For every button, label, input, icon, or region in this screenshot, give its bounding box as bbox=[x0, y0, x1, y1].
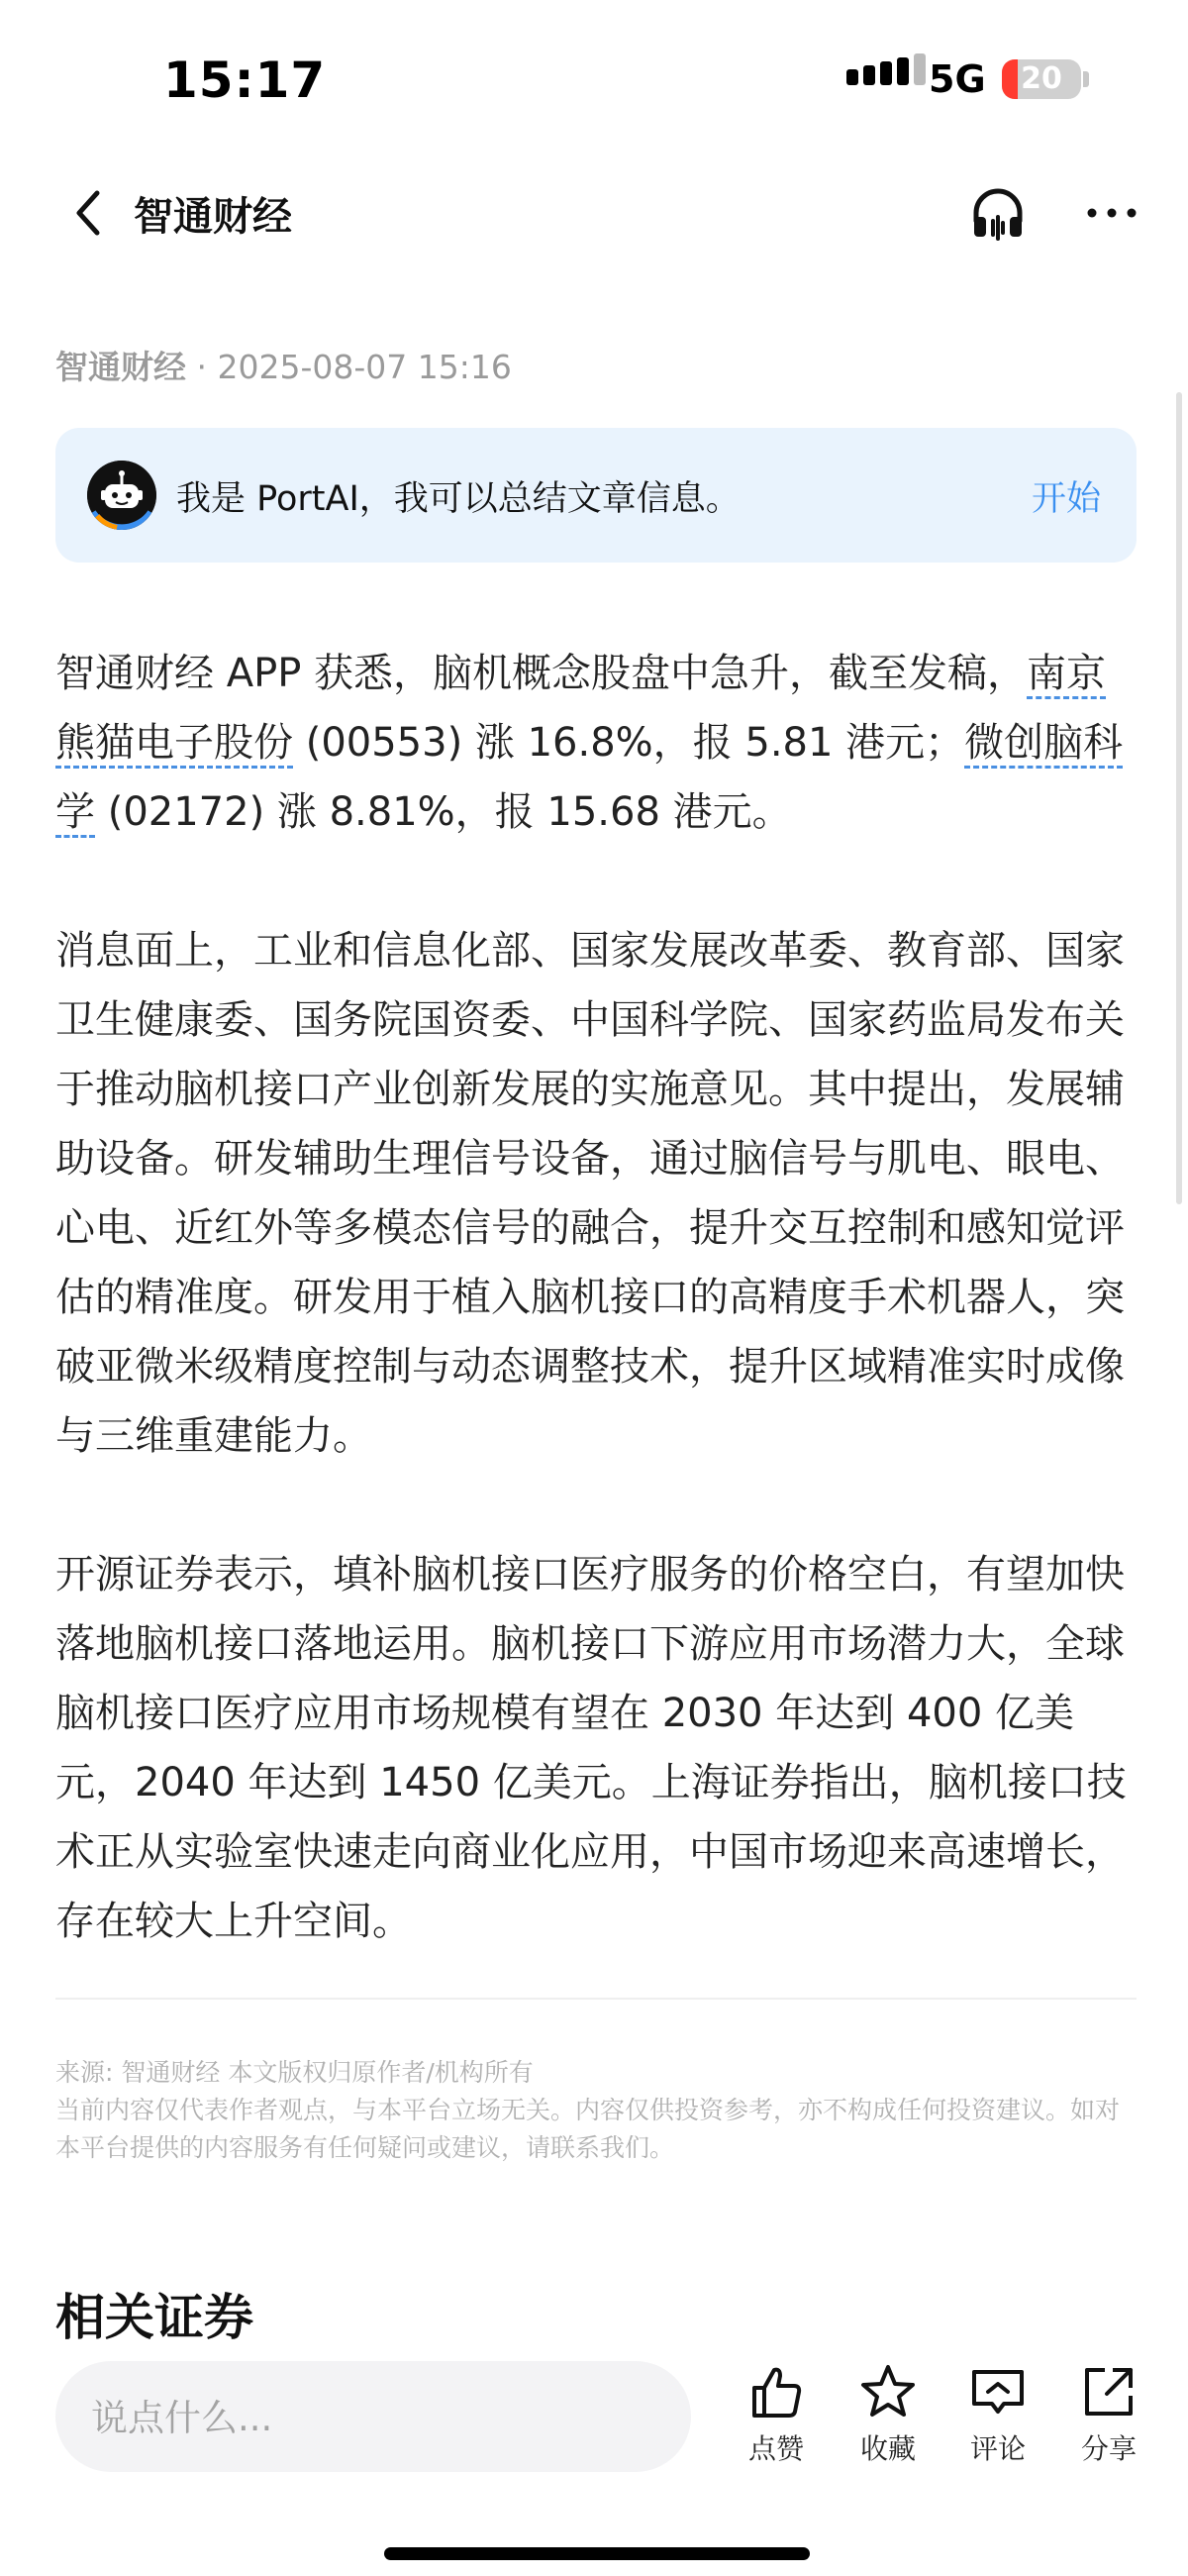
ai-start-button[interactable]: 开始 bbox=[1031, 479, 1101, 519]
comment-button[interactable] bbox=[958, 2362, 1038, 2467]
article-paragraph bbox=[55, 639, 1135, 847]
stock-link[interactable]: 南京熊猫电子股份 bbox=[55, 651, 1106, 769]
article-source[interactable]: 智通财经 bbox=[55, 348, 186, 386]
comment-field[interactable] bbox=[89, 2361, 667, 2474]
like-label: 点赞 bbox=[747, 2432, 804, 2465]
comment-label: 评论 bbox=[969, 2432, 1026, 2465]
article-paragraph: 消息面上，工业和信息化部、国家发展改革委、教育部、国家卫生健康委、国务院国资委、中国科学院、国家药监局发布关于推动脑机接口产业创新发展的实施意见。其中提出，发展辅助设备。研发辅助生理信号设备，通过脑信号与肌电、眼电、心电、近红外等多模态信号的融合，提升交互控制和感知觉评估的精准度。研发用于植入脑机接口的高精度手术机器人，突破亚微米级精度控制与动态调整技术，提升区域精准实时成像与三维重建能力。 bbox=[55, 928, 1125, 1459]
favorite-button[interactable] bbox=[848, 2362, 928, 2467]
star-icon bbox=[858, 2362, 918, 2421]
like-button[interactable] bbox=[737, 2362, 816, 2467]
stock-link[interactable]: 微创脑科学 bbox=[55, 720, 1123, 838]
robot-icon bbox=[87, 461, 156, 530]
network-type: 5G bbox=[929, 57, 986, 101]
favorite-label: 收藏 bbox=[859, 2432, 916, 2465]
battery-tip bbox=[1083, 71, 1089, 87]
article-paragraph: 开源证券表示，填补脑机接口医疗服务的价格空白，有望加快落地脑机接口落地运用。脑机接口下游应用市场潜力大，全球脑机接口医疗应用市场规模有望在 2030 年达到 400 亿美元，2040 年达到 1450 亿美元。上海证券指出，脑机接口技术正从实验室快速走向商业化应用，中国市场迎来高速增长，存在较大上升空间。 bbox=[55, 1552, 1127, 1944]
share-button[interactable] bbox=[1069, 2362, 1148, 2467]
chevron-left-icon[interactable] bbox=[61, 183, 121, 243]
thumbs-up-icon bbox=[746, 2362, 806, 2421]
home-indicator bbox=[384, 2547, 810, 2560]
paragraph-text: 智通财经 APP 获悉，脑机概念股盘中急升，截至发稿， bbox=[55, 651, 1028, 696]
nav-bar bbox=[0, 158, 1188, 267]
battery-level: 20 bbox=[1021, 61, 1062, 96]
ai-banner-text: 我是 PortAI，我可以总结文章信息。 bbox=[176, 479, 741, 519]
article-body bbox=[55, 639, 1135, 2025]
divider bbox=[55, 1998, 1137, 2000]
share-icon bbox=[1079, 2362, 1138, 2421]
paragraph-text: (02172) 涨 8.81%，报 15.68 港元。 bbox=[95, 789, 792, 835]
related-securities-title: 相关证券 bbox=[55, 2289, 253, 2346]
share-label: 分享 bbox=[1080, 2432, 1137, 2465]
disclaimer bbox=[55, 2054, 1125, 2167]
disclaimer-source: 来源: 智通财经 本文版权归原作者/机构所有 bbox=[55, 2058, 534, 2087]
status-bar bbox=[0, 0, 1188, 149]
disclaimer-text: 当前内容仅代表作者观点，与本平台立场无关。内容仅供投资参考，亦不构成任何投资建议。如对本平台提供的内容服务有任何疑问或建议，请联系我们。 bbox=[55, 2096, 1121, 2162]
battery-icon bbox=[1002, 59, 1081, 99]
comment-icon bbox=[968, 2362, 1028, 2421]
article-meta bbox=[55, 342, 512, 388]
article-datetime: · 2025-08-07 15:16 bbox=[196, 348, 512, 386]
more-icon[interactable] bbox=[1082, 183, 1141, 243]
paragraph-text: (00553) 涨 16.8%，报 5.81 港元； bbox=[293, 720, 965, 766]
ai-summary-banner[interactable] bbox=[55, 428, 1137, 563]
status-time: 15:17 bbox=[163, 52, 327, 109]
nav-title: 智通财经 bbox=[134, 194, 292, 240]
scrollbar[interactable] bbox=[1176, 392, 1182, 1204]
comment-input[interactable] bbox=[55, 2361, 691, 2472]
headphones-icon[interactable] bbox=[968, 183, 1028, 243]
